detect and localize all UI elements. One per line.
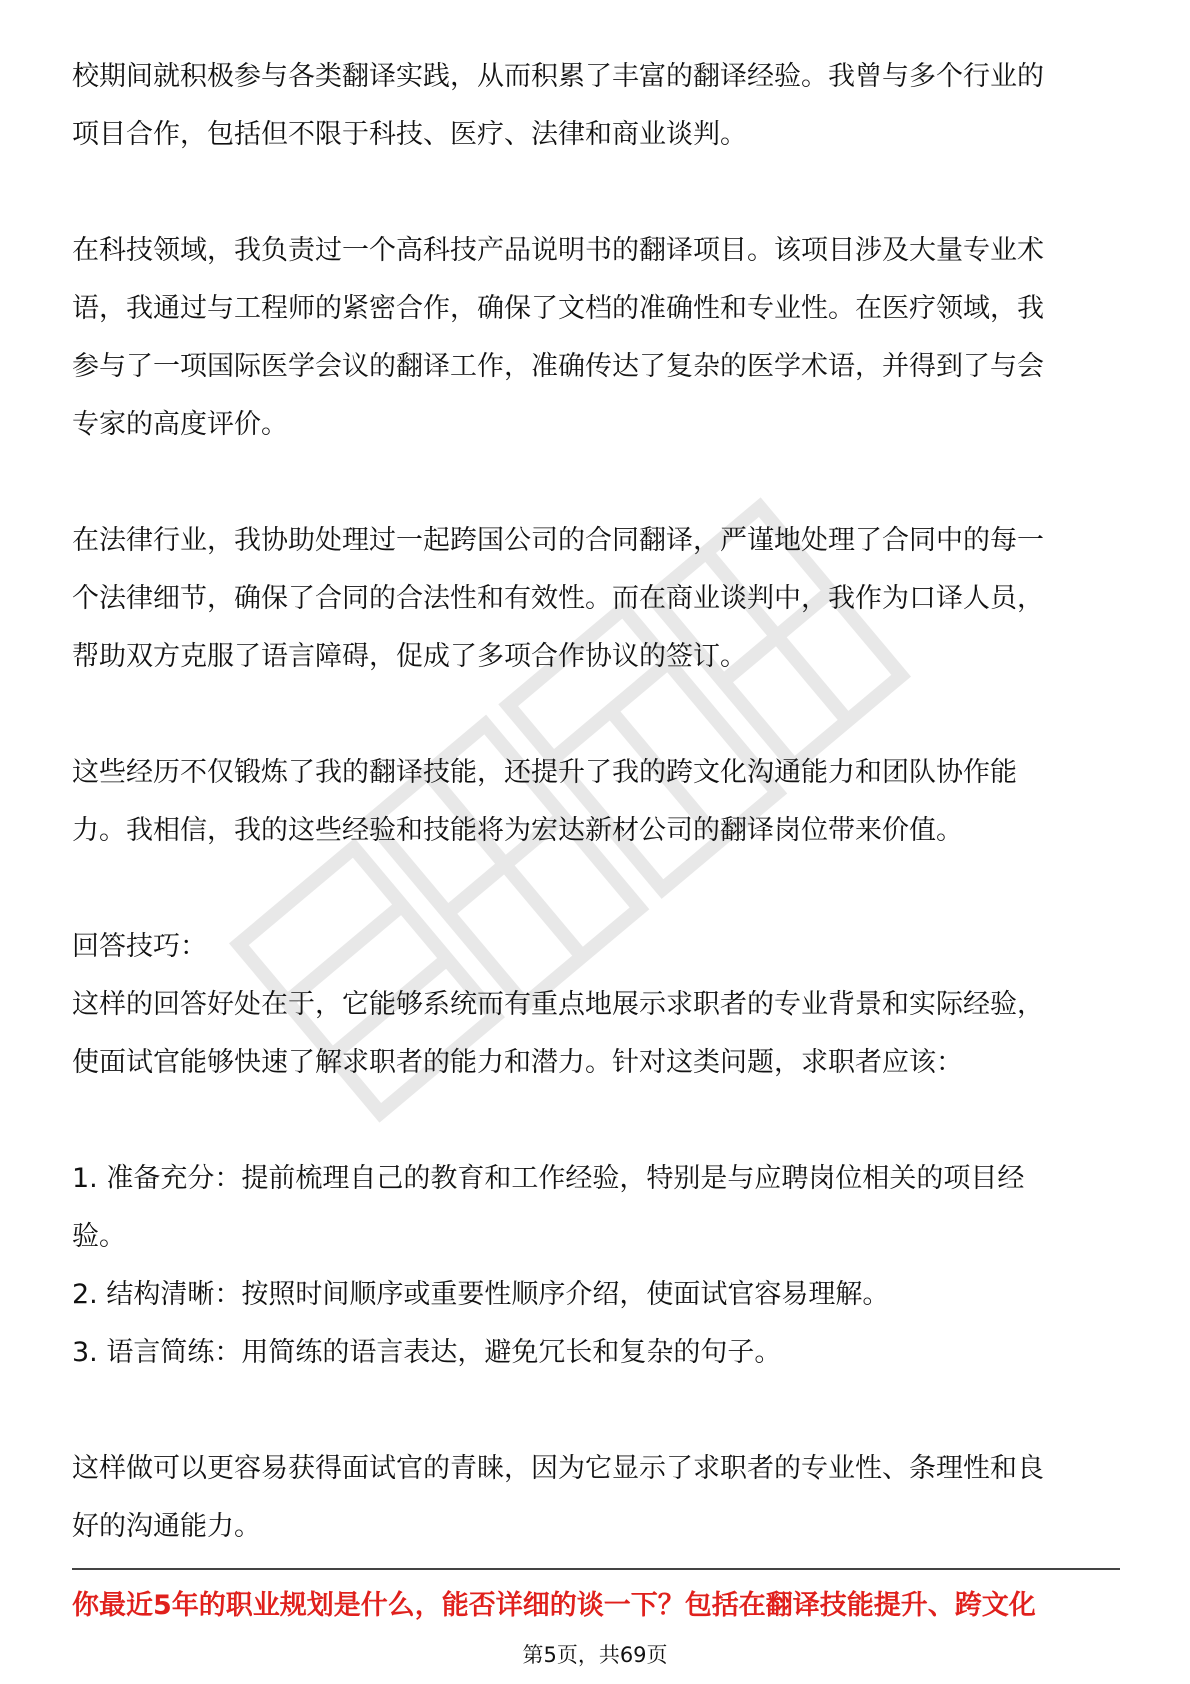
list-item: 1. 准备充分：提前梳理自己的教育和工作经验，特别是与应聘岗位相关的项目经: [72, 1163, 1025, 1194]
paragraph-legal-business: [72, 512, 1120, 686]
next-question-heading: 你最近5年的职业规划是什么，能否详细的谈一下？包括在翻译技能提升、跨文化: [72, 1590, 1036, 1621]
list-item: 2. 结构清晰：按照时间顺序或重要性顺序介绍，使面试官容易理解。: [72, 1279, 890, 1310]
text-line: 项目合作，包括但不限于科技、医疗、法律和商业谈判。: [72, 119, 747, 150]
paragraph-tips-intro: [72, 976, 1120, 1092]
text-line: 参与了一项国际医学会议的翻译工作，准确传达了复杂的医学术语，并得到了与会: [72, 351, 1044, 382]
text-line: 这些经历不仅锻炼了我的翻译技能，还提升了我的跨文化沟通能力和团队协作能: [72, 757, 1017, 788]
paragraph-education-summary: [72, 48, 1120, 164]
text-line: 这样做可以更容易获得面试官的青睐，因为它显示了求职者的专业性、条理性和良: [72, 1453, 1044, 1484]
page-number: 第5页，共69页: [522, 1643, 668, 1667]
text-line: 力。我相信，我的这些经验和技能将为宏达新材公司的翻译岗位带来价值。: [72, 815, 963, 846]
tips-heading: 回答技巧：: [72, 931, 207, 962]
tips-list: [72, 1150, 1120, 1382]
list-item: 3. 语言简练：用简练的语言表达，避免冗长和复杂的句子。: [72, 1337, 782, 1368]
text-line: 在法律行业，我协助处理过一起跨国公司的合同翻译，严谨地处理了合同中的每一: [72, 525, 1044, 556]
text-line: 好的沟通能力。: [72, 1511, 261, 1542]
document-body: [72, 48, 1120, 1556]
text-line: 语，我通过与工程师的紧密合作，确保了文档的准确性和专业性。在医疗领域，我: [72, 293, 1044, 324]
text-line: 校期间就积极参与各类翻译实践，从而积累了丰富的翻译经验。我曾与多个行业的: [72, 61, 1044, 92]
paragraph-closing: [72, 1440, 1120, 1556]
text-line: 专家的高度评价。: [72, 409, 288, 440]
paragraph-conclusion: [72, 744, 1120, 860]
text-line: 这样的回答好处在于，它能够系统而有重点地展示求职者的专业背景和实际经验，: [72, 989, 1044, 1020]
text-line: 在科技领域，我负责过一个高科技产品说明书的翻译项目。该项目涉及大量专业术: [72, 235, 1044, 266]
paragraph-tech-medical: [72, 222, 1120, 454]
section-divider: [72, 1568, 1120, 1570]
text-line: 个法律细节，确保了合同的合法性和有效性。而在商业谈判中，我作为口译人员，: [72, 583, 1044, 614]
text-line: 帮助双方克服了语言障碍，促成了多项合作协议的签订。: [72, 641, 747, 672]
list-item: 验。: [72, 1221, 126, 1252]
text-line: 使面试官能够快速了解求职者的能力和潜力。针对这类问题，求职者应该：: [72, 1047, 963, 1078]
